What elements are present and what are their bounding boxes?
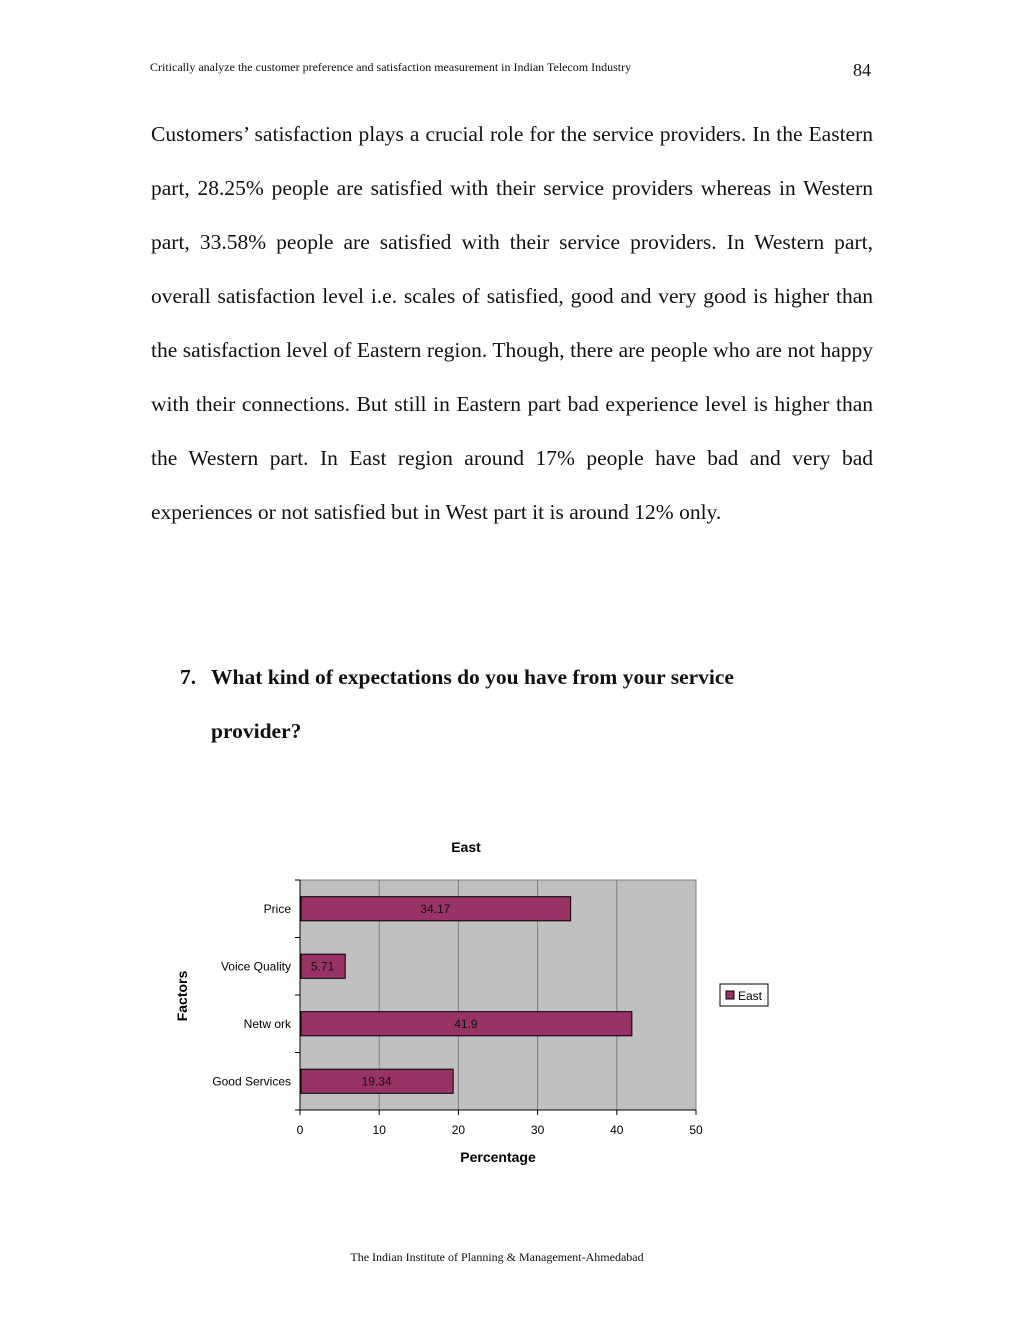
data-label: 41.9 bbox=[454, 1016, 478, 1031]
question-number: 7. bbox=[180, 665, 197, 689]
body-paragraph: Customers’ satisfaction plays a crucial role for the service providers. In the Eastern part, 28.25% people are satisfied with their service providers whereas in Western part, 33.58% people are satisfied with their service providers. In Western part, overall satisfaction level i.e. scales of satisfied, good and very good is higher than the satisfaction level of Eastern region. Though, there are people who are not happy with their connections. But still in Eastern part bad experience level is higher than the Western part. In East region around 17% people have bad and very bad experiences or not satisfied but in West part it is around 12% only. bbox=[151, 122, 873, 524]
x-tick-label: 10 bbox=[372, 1123, 386, 1137]
question-text: What kind of expectations do you have from your service provider? bbox=[211, 665, 734, 743]
page-footer: The Indian Institute of Planning & Management-Ahmedabad bbox=[350, 1250, 644, 1264]
x-tick-label: 30 bbox=[530, 1123, 545, 1137]
legend bbox=[720, 984, 768, 1006]
running-header: Critically analyze the customer preference and satisfaction measurement in Indian Telecom Industry bbox=[150, 60, 632, 74]
x-tick-label: 50 bbox=[689, 1123, 703, 1137]
legend-swatch bbox=[726, 991, 734, 999]
x-axis-label: Percentage bbox=[460, 1149, 536, 1165]
legend-label: East bbox=[738, 989, 763, 1003]
y-axis-label: Factors bbox=[174, 970, 190, 1022]
chart-svg bbox=[160, 830, 800, 1180]
page-number: 84 bbox=[853, 60, 871, 80]
category-label: Good Services bbox=[212, 1074, 291, 1089]
data-label: 5.71 bbox=[310, 959, 335, 974]
category-label: Price bbox=[263, 901, 291, 916]
question-heading bbox=[180, 650, 820, 758]
x-tick-label: 40 bbox=[610, 1123, 624, 1137]
chart-title: East bbox=[451, 839, 481, 855]
data-label: 19.34 bbox=[361, 1074, 392, 1089]
bar-chart bbox=[160, 830, 800, 1180]
category-label: Netw ork bbox=[243, 1016, 291, 1031]
x-tick-label: 0 bbox=[296, 1123, 304, 1137]
data-label: 34.17 bbox=[420, 901, 451, 916]
category-label: Voice Quality bbox=[220, 959, 291, 974]
x-tick-label: 20 bbox=[451, 1123, 466, 1137]
